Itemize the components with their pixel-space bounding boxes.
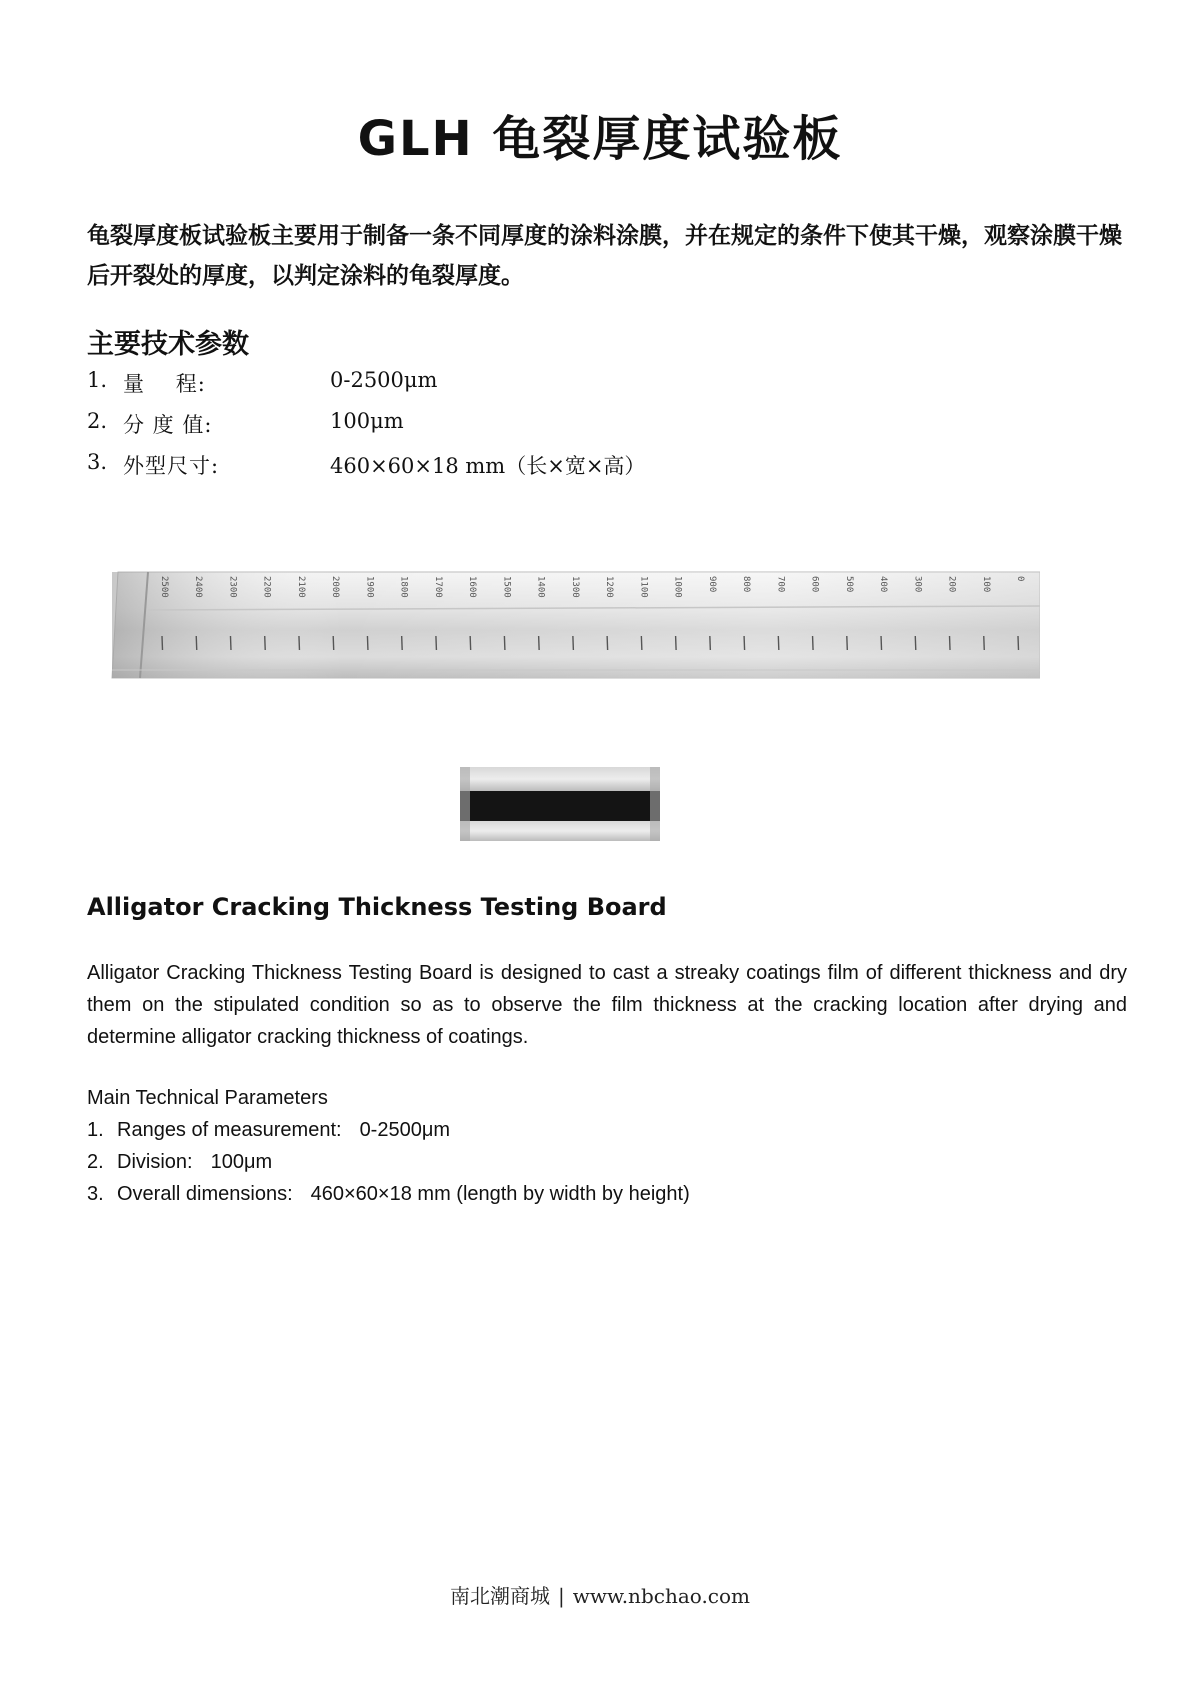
param-label: Overall dimensions: [117, 1183, 293, 1205]
ruler-tick [847, 636, 848, 650]
ruler-tick [230, 636, 231, 650]
ruler-scale-label: 2100 [295, 576, 306, 598]
ruler-scale-label: 2000 [330, 576, 341, 598]
intro-cn: 龟裂厚度板试验板主要用于制备一条不同厚度的涂料涂膜，并在规定的条件下使其干燥，观察涂膜干燥后开裂处的厚度，以判定涂料的龟裂厚度。 [87, 223, 1122, 289]
ruler-board-image [110, 560, 1040, 690]
ruler-scale-label: 400 [878, 576, 889, 593]
ruler-scale-label: 1800 [398, 576, 409, 598]
param-value: 460×60×18 mm（长×宽×高） [330, 454, 646, 478]
ruler-tick [539, 636, 540, 650]
board-end-view-image [460, 767, 660, 841]
ruler-scale-label: 200 [946, 576, 957, 593]
ruler-tick [641, 636, 642, 650]
param-num: 1. [87, 1119, 104, 1141]
footer-url[interactable]: www.nbchao.com [572, 1584, 751, 1608]
param-label: Ranges of measurement: [117, 1119, 342, 1141]
en-heading: Alligator Cracking Thickness Testing Board [87, 893, 667, 921]
param-num: 3. [87, 450, 108, 474]
ruler-tick [196, 636, 197, 650]
ruler-tick [573, 636, 574, 650]
ruler-scale-label: 1600 [467, 576, 478, 598]
ruler-scale-label: 100 [980, 576, 991, 593]
ruler-scale-label: 1200 [604, 576, 615, 598]
ruler-scale-label: 1400 [535, 576, 546, 598]
ruler-tick [436, 636, 437, 650]
param-label: Division: [117, 1151, 193, 1173]
param-cn-item [87, 368, 787, 409]
ruler-tick [402, 636, 403, 650]
en-intro: Alligator Cracking Thickness Testing Board is designed to cast a streaky coatings film of different thickness and dry them on the stipulated condition so as to observe the film thickness at the cracking location after drying and determine alligator cracking thickness of coatings. [87, 962, 1127, 1048]
footer [0, 1580, 1200, 1609]
ruler-scale-label: 1300 [569, 576, 580, 598]
ruler-tick [710, 636, 711, 650]
param-value: 0-2500μm [359, 1119, 451, 1141]
footer-site-name: 南北潮商城 [449, 1584, 550, 1608]
ruler-tick [915, 636, 916, 650]
ruler-scale-label: 600 [809, 576, 820, 593]
param-en-item [87, 1151, 690, 1183]
en-params-heading: Main Technical Parameters [87, 1087, 328, 1109]
ruler-tick [778, 636, 779, 650]
ruler-scale-label: 1900 [364, 576, 375, 598]
param-en-item [87, 1119, 690, 1151]
footer-separator: | [557, 1584, 565, 1608]
ruler-scale-label: 2400 [193, 576, 204, 598]
ruler-scale-label: 2500 [159, 576, 169, 598]
param-cn-item [87, 450, 787, 491]
param-en-item [87, 1183, 690, 1215]
ruler-tick [299, 636, 300, 650]
ruler-tick [367, 636, 368, 650]
ruler-scale-label: 1500 [501, 576, 512, 598]
param-label: 分 度 值: [123, 413, 213, 437]
page-title: GLH 龟裂厚度试验板 [357, 111, 843, 167]
ruler-tick [504, 636, 505, 650]
ruler-tick [333, 636, 334, 650]
en-params-list [87, 1119, 690, 1215]
ruler-tick [744, 636, 745, 650]
param-num: 2. [87, 409, 108, 433]
param-label: 量 程: [123, 372, 206, 396]
ruler-tick [950, 636, 951, 650]
param-num: 2. [87, 1151, 104, 1173]
param-value: 100μm [210, 1151, 273, 1173]
ruler-scale-label: 1000 [672, 576, 683, 598]
ruler-scale-label: 800 [741, 576, 752, 593]
ruler-tick [470, 636, 471, 650]
ruler-scale-label: 2200 [261, 576, 272, 598]
ruler-tick [813, 636, 814, 650]
params-cn-heading: 主要技术参数 [87, 329, 249, 360]
ruler-scale-label: 900 [706, 576, 717, 593]
ruler-scale-label: 1700 [432, 576, 443, 598]
ruler-tick [162, 636, 163, 650]
ruler-scale-label: 2300 [227, 576, 238, 598]
ruler-tick [881, 636, 882, 650]
ruler-scale-label: 1100 [638, 576, 649, 598]
ruler-tick [676, 636, 677, 650]
param-value: 0-2500μm [330, 368, 438, 392]
param-value: 100μm [330, 409, 404, 433]
ruler-tick [1018, 636, 1019, 650]
param-value: 460×60×18 mm (length by width by height) [310, 1183, 690, 1205]
param-num: 3. [87, 1183, 104, 1205]
ruler-scale-label: 500 [843, 576, 854, 593]
ruler-scale-label: 300 [912, 576, 923, 593]
param-cn-item [87, 409, 787, 450]
ruler-tick [607, 636, 608, 650]
ruler-tick [984, 636, 985, 650]
param-num: 1. [87, 368, 108, 392]
ruler-tick [265, 636, 266, 650]
ruler-scale-label: 700 [775, 576, 786, 593]
param-label: 外型尺寸: [123, 454, 220, 478]
ruler-scale-label: 0 [1015, 576, 1025, 582]
params-cn-list [87, 368, 787, 491]
